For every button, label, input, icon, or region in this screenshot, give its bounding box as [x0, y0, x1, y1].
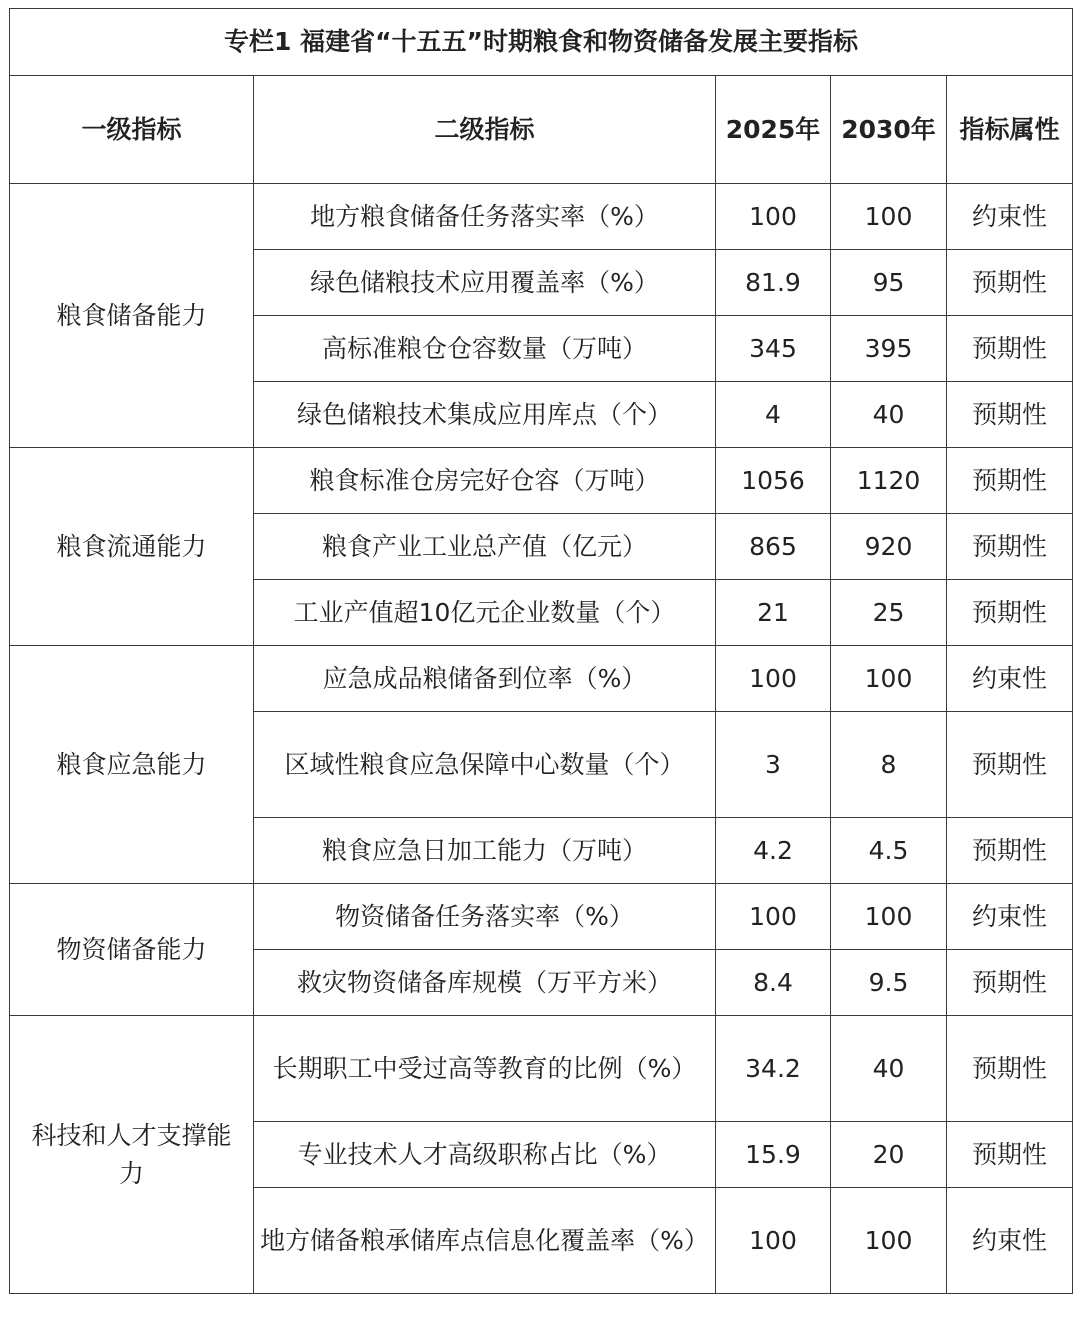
value-2030-cell: 25 — [831, 580, 947, 646]
value-2030-cell: 20 — [831, 1122, 947, 1188]
category-cell: 粮食储备能力 — [10, 184, 254, 448]
value-2030-cell: 40 — [831, 382, 947, 448]
indicator-cell: 粮食标准仓房完好仓容（万吨） — [254, 448, 716, 514]
attribute-cell: 预期性 — [947, 1016, 1073, 1122]
attribute-cell: 预期性 — [947, 250, 1073, 316]
value-2030-cell: 100 — [831, 1188, 947, 1294]
indicator-cell: 绿色储粮技术应用覆盖率（%） — [254, 250, 716, 316]
indicator-cell: 地方粮食储备任务落实率（%） — [254, 184, 716, 250]
value-2030-cell: 395 — [831, 316, 947, 382]
header-level1: 一级指标 — [10, 76, 254, 184]
indicator-cell: 粮食产业工业总产值（亿元） — [254, 514, 716, 580]
value-2030-cell: 100 — [831, 884, 947, 950]
value-2030-cell: 40 — [831, 1016, 947, 1122]
category-cell: 物资储备能力 — [10, 884, 254, 1016]
value-2025-cell: 4 — [716, 382, 831, 448]
header-row — [10, 76, 1073, 184]
indicator-cell: 区域性粮食应急保障中心数量（个） — [254, 712, 716, 818]
indicator-cell: 应急成品粮储备到位率（%） — [254, 646, 716, 712]
attribute-cell: 约束性 — [947, 646, 1073, 712]
value-2025-cell: 100 — [716, 184, 831, 250]
header-level2: 二级指标 — [254, 76, 716, 184]
table-row — [10, 184, 1073, 250]
value-2025-cell: 8.4 — [716, 950, 831, 1016]
value-2025-cell: 1056 — [716, 448, 831, 514]
attribute-cell: 预期性 — [947, 316, 1073, 382]
value-2025-cell: 100 — [716, 884, 831, 950]
table-row — [10, 448, 1073, 514]
value-2030-cell: 100 — [831, 184, 947, 250]
attribute-cell: 预期性 — [947, 448, 1073, 514]
header-attribute: 指标属性 — [947, 76, 1073, 184]
attribute-cell: 约束性 — [947, 884, 1073, 950]
value-2030-cell: 8 — [831, 712, 947, 818]
value-2025-cell: 21 — [716, 580, 831, 646]
indicator-table-container — [9, 8, 1072, 1294]
indicator-table — [9, 8, 1073, 1294]
attribute-cell: 预期性 — [947, 382, 1073, 448]
indicator-cell: 物资储备任务落实率（%） — [254, 884, 716, 950]
value-2030-cell: 95 — [831, 250, 947, 316]
indicator-cell: 长期职工中受过高等教育的比例（%） — [254, 1016, 716, 1122]
value-2030-cell: 920 — [831, 514, 947, 580]
indicator-cell: 绿色储粮技术集成应用库点（个） — [254, 382, 716, 448]
category-cell: 粮食应急能力 — [10, 646, 254, 884]
header-2030: 2030年 — [831, 76, 947, 184]
header-2025: 2025年 — [716, 76, 831, 184]
value-2025-cell: 100 — [716, 646, 831, 712]
attribute-cell: 约束性 — [947, 184, 1073, 250]
value-2025-cell: 15.9 — [716, 1122, 831, 1188]
value-2025-cell: 345 — [716, 316, 831, 382]
value-2030-cell: 9.5 — [831, 950, 947, 1016]
value-2030-cell: 4.5 — [831, 818, 947, 884]
value-2025-cell: 34.2 — [716, 1016, 831, 1122]
attribute-cell: 约束性 — [947, 1188, 1073, 1294]
table-row — [10, 884, 1073, 950]
indicator-cell: 粮食应急日加工能力（万吨） — [254, 818, 716, 884]
attribute-cell: 预期性 — [947, 514, 1073, 580]
attribute-cell: 预期性 — [947, 580, 1073, 646]
value-2030-cell: 1120 — [831, 448, 947, 514]
category-cell: 粮食流通能力 — [10, 448, 254, 646]
value-2025-cell: 4.2 — [716, 818, 831, 884]
attribute-cell: 预期性 — [947, 1122, 1073, 1188]
table-row — [10, 1016, 1073, 1122]
indicator-cell: 专业技术人才高级职称占比（%） — [254, 1122, 716, 1188]
table-row — [10, 646, 1073, 712]
value-2025-cell: 3 — [716, 712, 831, 818]
value-2025-cell: 100 — [716, 1188, 831, 1294]
attribute-cell: 预期性 — [947, 950, 1073, 1016]
indicator-cell: 救灾物资储备库规模（万平方米） — [254, 950, 716, 1016]
category-cell: 科技和人才支撑能力 — [10, 1016, 254, 1294]
table-title: 专栏1 福建省“十五五”时期粮食和物资储备发展主要指标 — [10, 9, 1073, 76]
indicator-cell: 高标准粮仓仓容数量（万吨） — [254, 316, 716, 382]
value-2025-cell: 81.9 — [716, 250, 831, 316]
value-2025-cell: 865 — [716, 514, 831, 580]
value-2030-cell: 100 — [831, 646, 947, 712]
indicator-cell: 工业产值超10亿元企业数量（个） — [254, 580, 716, 646]
attribute-cell: 预期性 — [947, 712, 1073, 818]
indicator-cell: 地方储备粮承储库点信息化覆盖率（%） — [254, 1188, 716, 1294]
attribute-cell: 预期性 — [947, 818, 1073, 884]
